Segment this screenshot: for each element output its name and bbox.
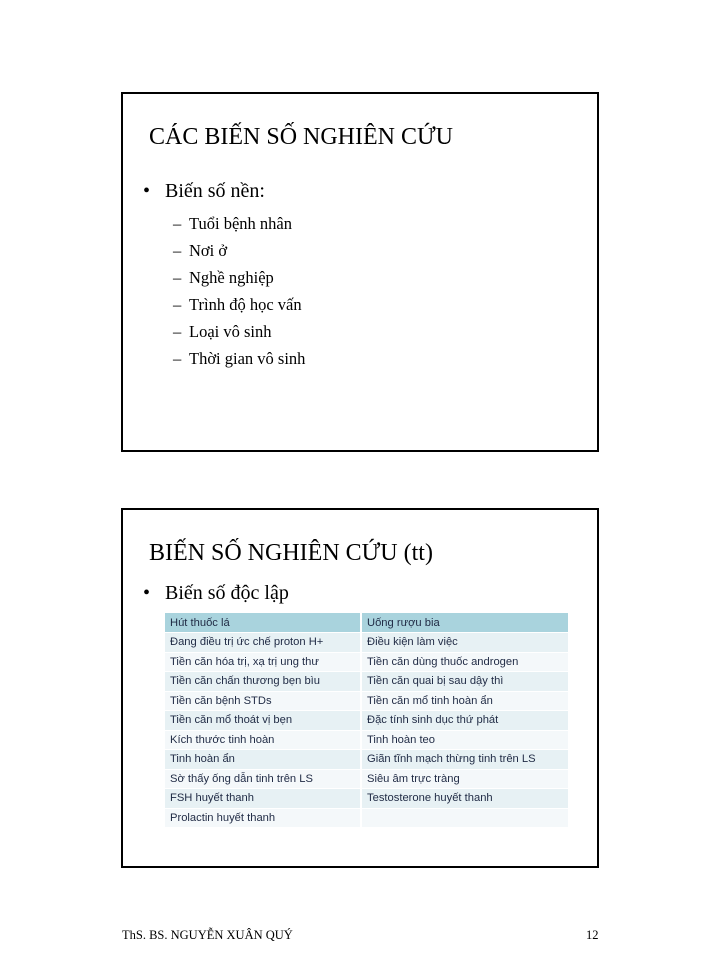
- slide-2-title: BIẾN SỐ NGHIÊN CỨU (tt): [149, 540, 433, 566]
- slide-2-bullet-text: Biến số độc lập: [165, 582, 289, 604]
- table-cell: Đặc tính sinh dục thứ phát: [361, 711, 569, 731]
- footer-author: ThS. BS. NGUYỄN XUÂN QUÝ: [122, 928, 293, 942]
- table-cell: Tiền căn chấn thương bẹn bìu: [165, 672, 361, 692]
- table-cell: Kích thước tinh hoàn: [165, 730, 361, 750]
- table-cell: Siêu âm trực tràng: [361, 769, 569, 789]
- bullet-dot: •: [143, 582, 151, 604]
- table-cell: Sờ thấy ống dẫn tinh trên LS: [165, 769, 361, 789]
- table-cell: Testosterone huyết thanh: [361, 789, 569, 809]
- slide-1-sublist: [173, 210, 305, 372]
- list-item: – Nơi ở: [173, 241, 228, 260]
- table-cell: Tiền căn dùng thuốc androgen: [361, 652, 569, 672]
- table-cell: Hút thuốc lá: [165, 613, 361, 633]
- table-cell: Uống rượu bia: [361, 613, 569, 633]
- table-row: [165, 613, 569, 633]
- table-cell: Tiền căn quai bị sau dậy thì: [361, 672, 569, 692]
- page-number: 12: [586, 928, 599, 942]
- table-row: [165, 691, 569, 711]
- table-cell: [361, 808, 569, 828]
- table-cell: Giãn tĩnh mạch thừng tinh trên LS: [361, 750, 569, 770]
- table-row: [165, 808, 569, 828]
- list-item: – Trình độ học vấn: [173, 295, 302, 314]
- table-cell: Prolactin huyết thanh: [165, 808, 361, 828]
- table-row: [165, 672, 569, 692]
- table-cell: FSH huyết thanh: [165, 789, 361, 809]
- table-cell: Tinh hoàn teo: [361, 730, 569, 750]
- table-cell: Tiền căn bệnh STDs: [165, 691, 361, 711]
- slide-2: [121, 508, 599, 868]
- list-item: – Loại vô sinh: [173, 322, 272, 341]
- table-cell: Tinh hoàn ẩn: [165, 750, 361, 770]
- table-cell: Tiền căn mổ tinh hoàn ẩn: [361, 691, 569, 711]
- slide-1-title: CÁC BIẾN SỐ NGHIÊN CỨU: [149, 124, 453, 150]
- list-item: – Thời gian vô sinh: [173, 349, 306, 368]
- table-cell: Đang điều trị ức chế proton H+: [165, 633, 361, 653]
- bullet-dot: •: [143, 180, 151, 202]
- table-row: [165, 750, 569, 770]
- table-cell: Tiền căn hóa trị, xạ trị ung thư: [165, 652, 361, 672]
- table-row: [165, 730, 569, 750]
- list-item: – Nghề nghiệp: [173, 268, 274, 287]
- slide-1: [121, 92, 599, 452]
- list-item: – Tuổi bệnh nhân: [173, 214, 292, 233]
- slide-2-bullet: [143, 582, 289, 605]
- table-row: [165, 711, 569, 731]
- table-row: [165, 789, 569, 809]
- table-row: [165, 769, 569, 789]
- variables-table: [165, 613, 570, 828]
- table-cell: Điều kiện làm việc: [361, 633, 569, 653]
- table-row: [165, 633, 569, 653]
- table-cell: Tiền căn mổ thoát vị bẹn: [165, 711, 361, 731]
- table-row: [165, 652, 569, 672]
- slide-1-bullet: [143, 180, 265, 203]
- slide-1-bullet-text: Biến số nền:: [165, 180, 265, 202]
